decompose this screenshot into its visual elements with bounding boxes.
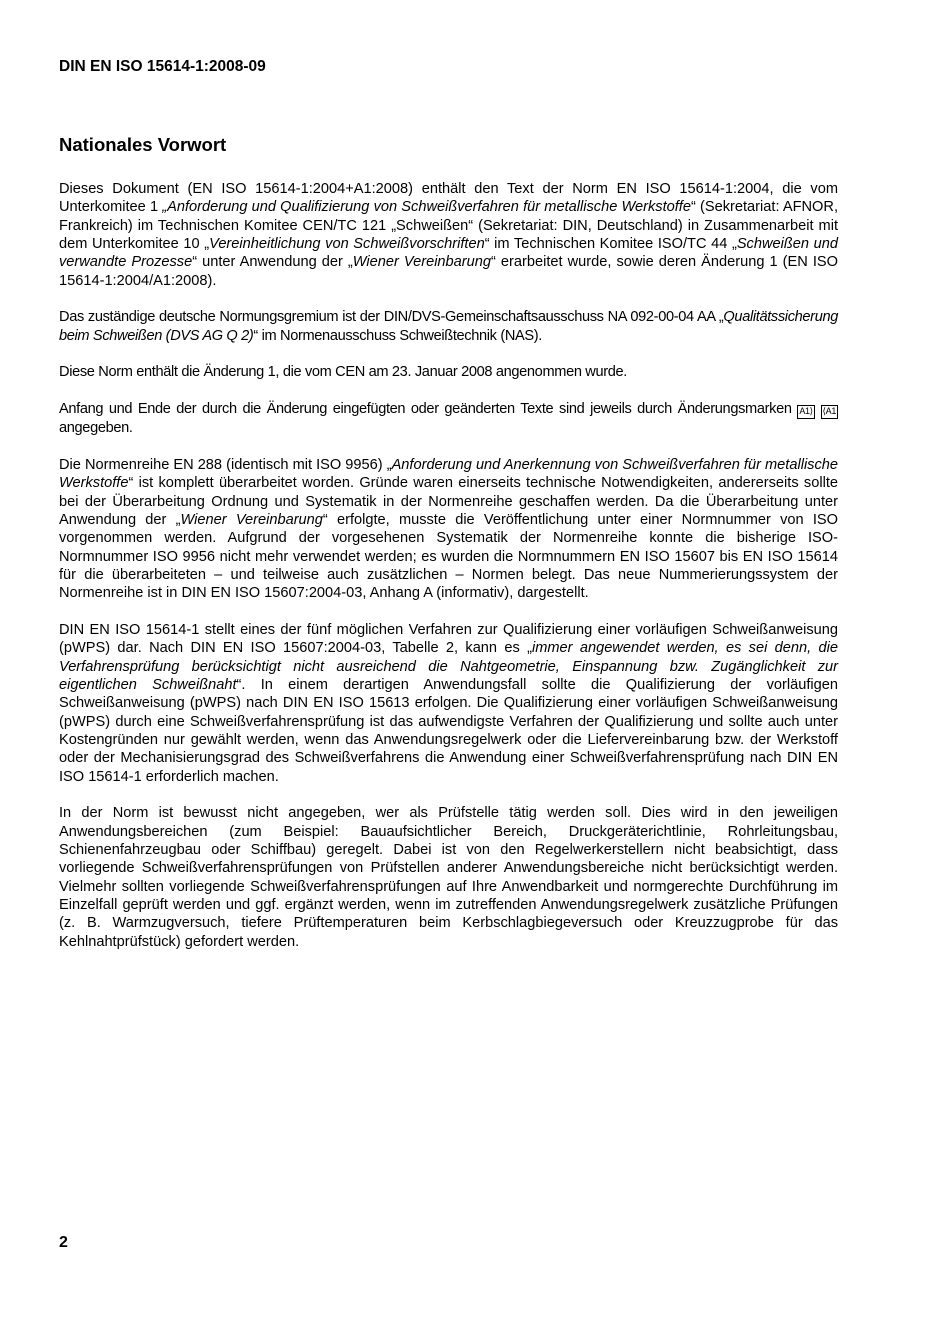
paragraph-document-origin: Dieses Dokument (EN ISO 15614-1:2004+A1:2008) enthält den Text der Norm EN ISO 15614-1:2004, die vom Unterkomitee 1 „Anforderung und Qualifizierung von Schweißverfahren für metallische Werkstoffe“ (Sekretariat: AFNOR, Frankreich) im Technischen Komitee CEN/TC 121 „Schweißen“ (Sekretariat: DIN, Deutschland) in Zusammenarbeit mit dem Unterkomitee 10 „Vereinheitlichung von Schweißvorschriften“ im Technischen Komitee ISO/TC 44 „Schweißen und verwandte Prozesse“ unter Anwendung der „Wiener Vereinbarung“ erarbeitet wurde, sowie deren Änderung 1 (EN ISO 15614-1:2004/A1:2008). [59,181,839,289]
paragraph-standards-series: Die Normenreihe EN 288 (identisch mit ISO 9956) „Anforderung und Anerkennung von Schweißverfahren für metallische Werkstoffe“ ist komplett überarbeitet worden. Gründe waren einerseits technische Notwendigkeiten, andererseits sollte bei der Überarbeitung Ordnung und Systematik in der Normenreihe geschaffen werden. Da die Überarbeitung unter Anwendung der „Wiener Vereinbarung“ erfolgte, musste die Veröffentlichung unter einer Normnummer von ISO vorgenommen werden. Aufgrund der vorgesehenen Systematik der Normenreihe konnte die bisherige ISO-Normnummer ISO 9956 nicht mehr verwendet werden; es wurden die Normnummern EN ISO 15607 bis EN ISO 15614 für die überarbeiteten – und teilweise auch zusätzlichen – Normen belegt. Das neue Nummerierungssystem der Normenreihe ist in DIN EN ISO 15607:2004-03, Anhang A (informativ), dargestellt. [59,456,839,602]
page-number: 2 [59,1234,68,1251]
paragraph-amendment-marks: Anfang und Ende der durch die Änderung eingefügten oder geänderten Texte sind jeweils durch Änderungsmarken A1 ⟩ ⟨A1 angegeben. [59,400,838,437]
amendment-start-mark-icon: A1 ⟩ [797,405,814,419]
amendment-end-mark-icon: ⟨A1 [821,405,838,419]
paragraph-qualification-procedure: DIN EN ISO 15614-1 stellt eines der fünf möglichen Verfahren zur Qualifizierung einer vorläufigen Schweißanweisung (pWPS) dar. Nach DIN EN ISO 15607:2004-03, Tabelle 2, kann es „immer angewendet werden, es sei denn, die Verfahrensprüfung berücksichtigt nicht ausreichend die Nahtgeometrie, Einspannung bzw. Zugänglichkeit zur eigentlichen Schweißnaht“. In einem derartigen Anwendungsfall sollte die Qualifizierung der vorläufigen Schweißanweisung (pWPS) nach DIN EN ISO 15613 erfolgen. Die Qualifizierung einer vorläufigen Schweißanweisung (pWPS) durch eine Schweißverfahrensprüfung ist das aufwendigste Verfahren der Qualifizierung und sollte auch unter Kostengründen nur gewählt werden, wenn das Anwendungsregelwerk oder die Liefervereinbarung bzw. der Werkstoff oder der Mechanisierungsgrad des Schweißverfahrens die Anwendung einer Schweißverfahrensprüfung nach DIN EN ISO 15614-1 erforderlich machen. [59,621,838,785]
document-id-header: DIN EN ISO 15614-1:2008-09 [59,58,266,75]
paragraph-testing-body: In der Norm ist bewusst nicht angegeben, wer als Prüfstelle tätig werden soll. Dies wird in den jeweiligen Anwendungsbereichen (zum Beispiel: Bauaufsichtlicher Bereich, Druckgeräterichtlinie, Rohrleitungsbau, Schienenfahrzeugbau oder Schiffbau) geregelt. Dabei ist von den Regelwerkerstellern nicht beabsichtigt, dass vorliegende Schweißverfahrensprüfungen von Prüfstellen anderer Anwendungsbereiche nicht berücksichtigt werden. Vielmehr sollten vorliegende Schweißverfahrensprüfungen auf Ihre Anwendbarkeit und normgerechte Durchführung im Einzelfall geprüft werden und ggf. ergänzt werden, wenn im zutreffenden Anwendungsregelwerk zusätzliche Prüfungen (z. B. Warmzugversuch, tiefere Prüftemperaturen beim Kerbschlagbiegeversuch oder Kreuzzugprobe für das Kehlnahtprüfstück) gefordert werden. [59,805,838,950]
foreword-body [59,180,838,969]
paragraph-amendment-info: Diese Norm enthält die Änderung 1, die vom CEN am 23. Januar 2008 angenommen wurde. [59,364,628,381]
section-title: Nationales Vorwort [59,134,227,155]
paragraph-standards-committee: Das zuständige deutsche Normungsgremium ist der DIN/DVS-Gemeinschaftsausschuss NA 092-00-04 AA „Qualitätssicherung beim Schweißen (DVS AG Q 2)“ im Normenausschuss Schweißtechnik (NAS). [59,309,838,344]
